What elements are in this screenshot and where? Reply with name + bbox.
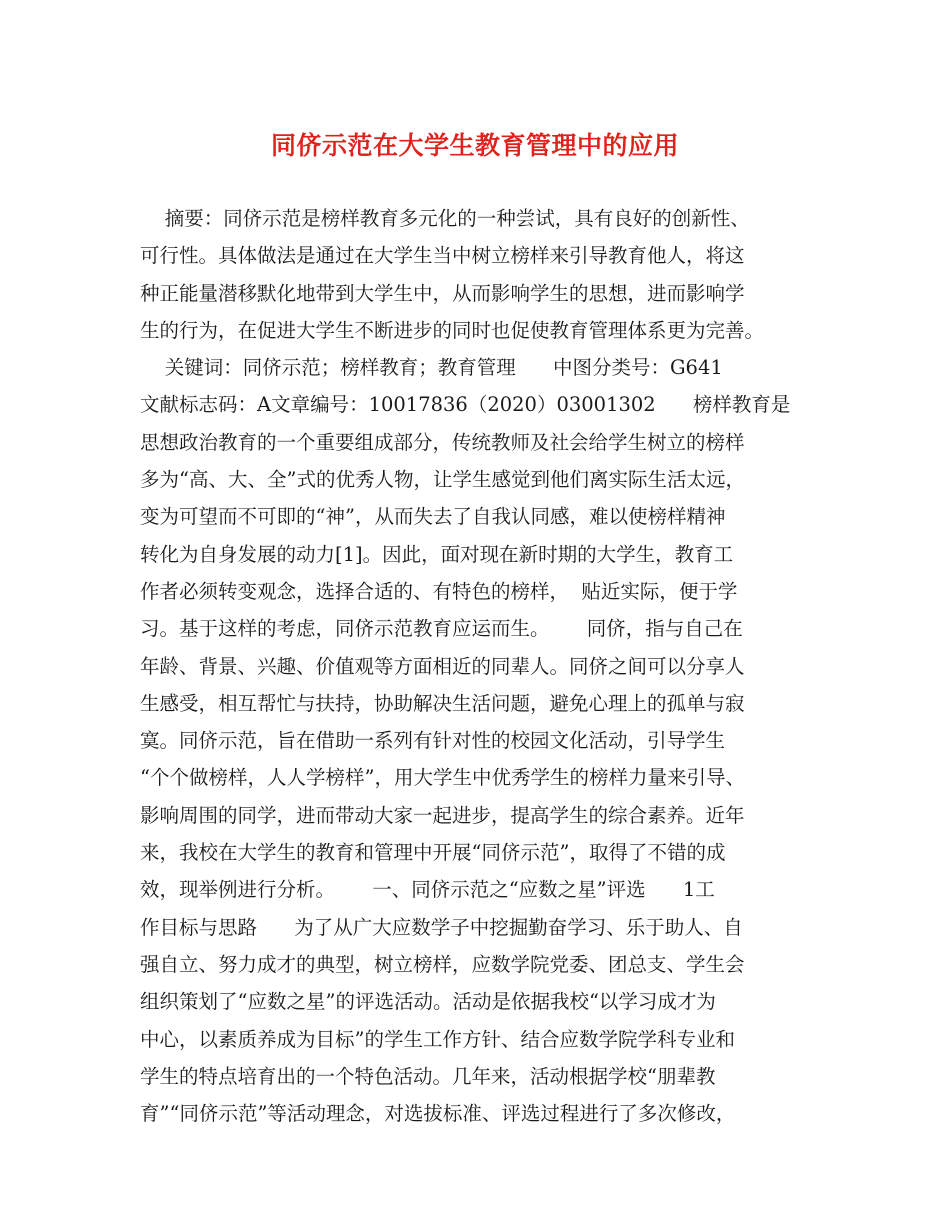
body-line: 生的行为，在促进大学生不断进步的同时也促使教育管理体系更为完善。 bbox=[140, 318, 765, 342]
body-line: 年龄、背景、兴趣、价值观等方面相近的同辈人。同侪之间可以分享人 bbox=[140, 654, 745, 678]
body-line: 关键词：同侪示范；榜样教育；教育管理 中图分类号：G641 bbox=[140, 356, 723, 380]
body-line: 转化为自身发展的动力[1]。因此，面对现在新时期的大学生，教育工 bbox=[140, 542, 734, 566]
body-line: 思想政治教育的一个重要组成部分，传统教师及社会给学生树立的榜样 bbox=[140, 430, 745, 454]
body-line: 强自立、努力成才的典型，树立榜样，应数学院党委、团总支、学生会 bbox=[140, 952, 745, 976]
body-line: 文献标志码：A文章编号：10017836（2020）03001302 榜样教育是 bbox=[140, 393, 791, 417]
body-line: 作者必须转变观念，选择合适的、有特色的榜样， 贴近实际，便于学 bbox=[140, 579, 738, 603]
body-line: 来，我校在大学生的教育和管理中开展“同侪示范”，取得了不错的成 bbox=[140, 841, 726, 865]
body-line: 变为可望而不可即的“神”，从而失去了自我认同感，难以使榜样精神 bbox=[140, 505, 726, 529]
body-line: 育”“同侪示范”等活动理念，对选拔标准、评选过程进行了多次修改， bbox=[140, 1102, 736, 1126]
body-line: 生感受，相互帮忙与扶持，协助解决生活问题，避免心理上的孤单与寂 bbox=[140, 691, 745, 715]
body-line: 中心，以素质养成为目标”的学生工作方针、结合应数学院学科专业和 bbox=[140, 1027, 735, 1051]
body-line: 寞。同侪示范，旨在借助一系列有针对性的校园文化活动，引导学生 bbox=[140, 729, 726, 753]
body-line: 摘要：同侪示范是榜样教育多元化的一种尝试，具有良好的创新性、 bbox=[140, 207, 750, 230]
body-line: 效，现举例进行分析。 一、同侪示范之“应数之星”评选 1工 bbox=[140, 878, 715, 902]
body-line: 可行性。具体做法是通过在大学生当中树立榜样来引导教育他人，将这 bbox=[140, 244, 745, 268]
body-line: “个个做榜样，人人学榜样”，用大学生中优秀学生的榜样力量来引导、 bbox=[140, 766, 745, 790]
body-line: 学生的特点培育出的一个特色活动。几年来，活动根据学校“朋辈教 bbox=[140, 1064, 716, 1088]
body-line: 组织策划了“应数之星”的评选活动。活动是依据我校“以学习成才为 bbox=[140, 990, 716, 1014]
body-line: 种正能量潜移默化地带到大学生中，从而影响学生的思想，进而影响学 bbox=[140, 281, 745, 305]
document-body bbox=[140, 200, 820, 1132]
document-title: 同侪示范在大学生教育管理中的应用 bbox=[270, 131, 679, 160]
body-line: 多为“高、大、全”式的优秀人物，让学生感觉到他们离实际生活太远， bbox=[140, 468, 745, 492]
body-line: 作目标与思路 为了从广大应数学子中挖掘勤奋学习、乐于助人、自 bbox=[140, 915, 743, 939]
body-line: 影响周围的同学，进而带动大家一起进步，提高学生的综合素养。近年 bbox=[140, 803, 745, 827]
body-line: 习。基于这样的考虑，同侪示范教育应运而生。 同侪，指与自己在 bbox=[140, 617, 743, 641]
